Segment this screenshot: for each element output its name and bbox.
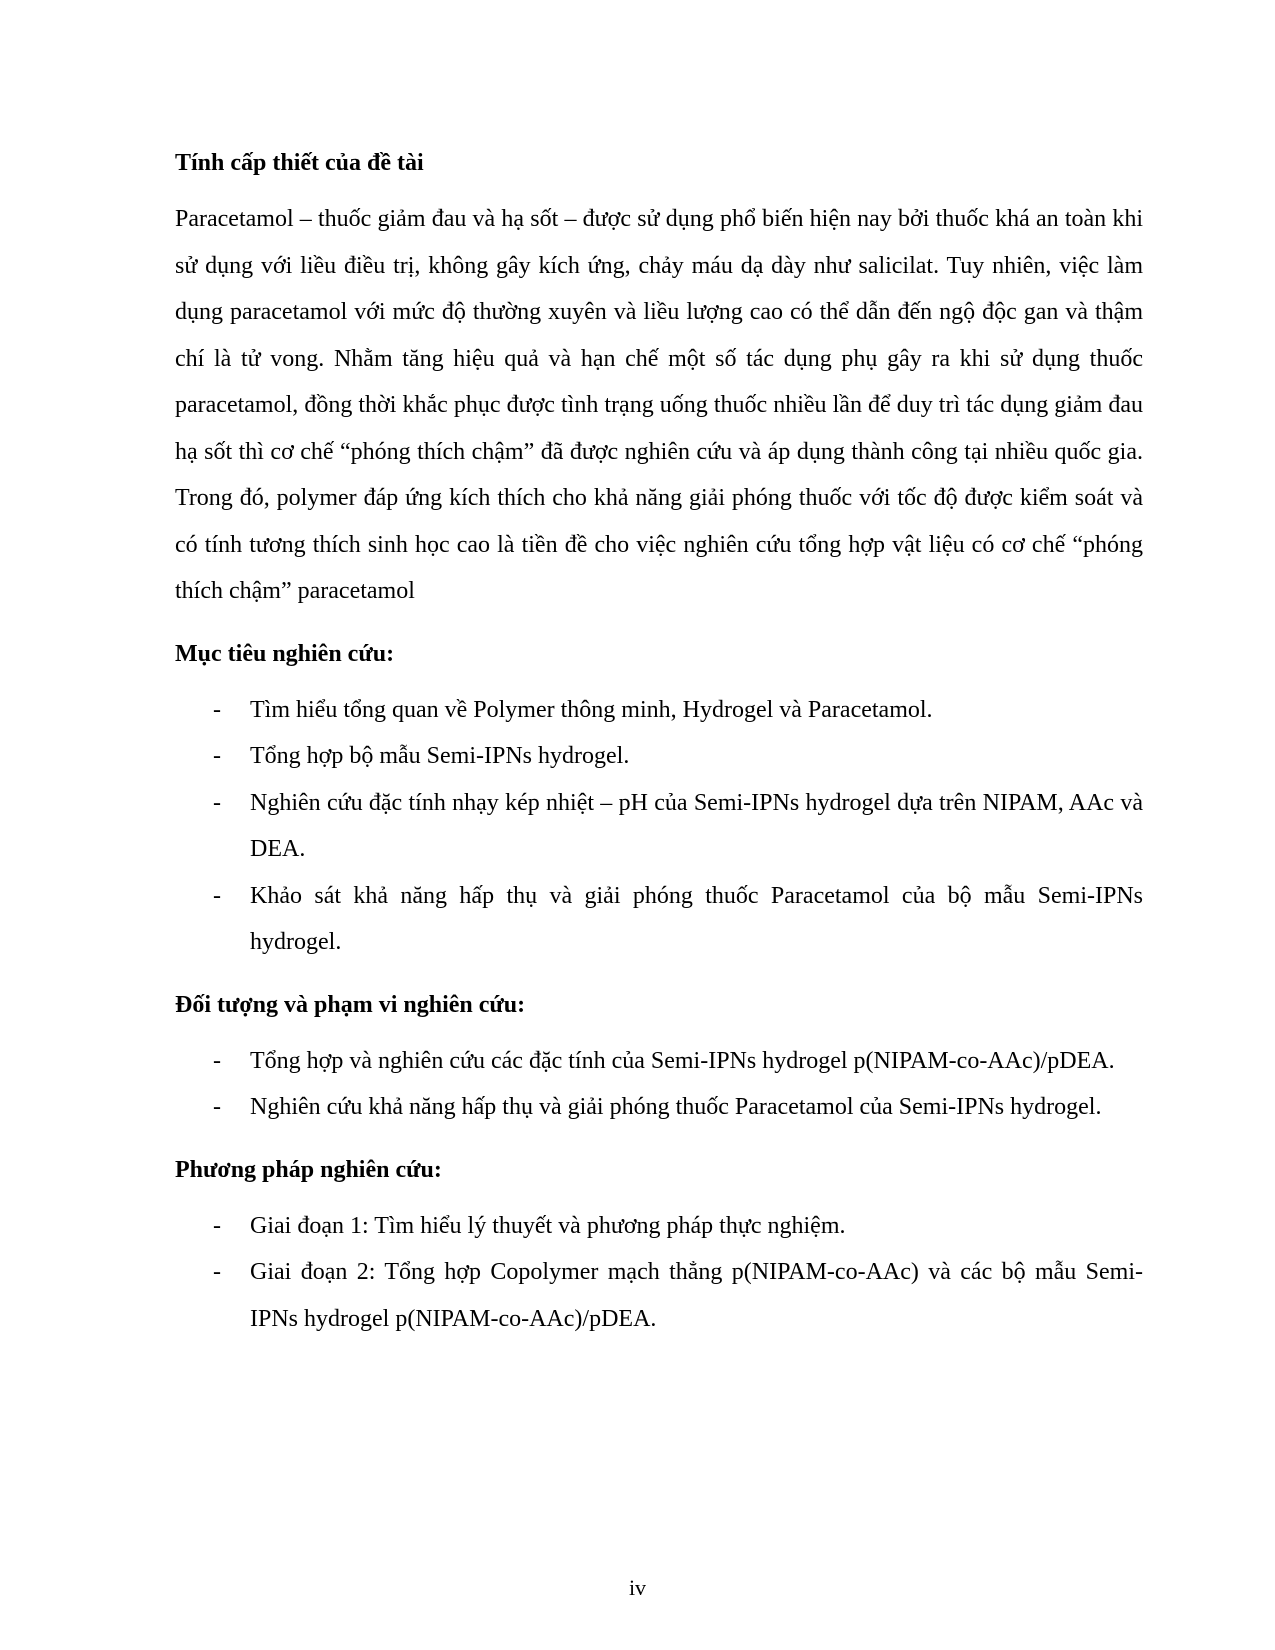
page-content — [175, 140, 1143, 1342]
section-scope — [175, 982, 1143, 1131]
objectives-list — [175, 687, 1143, 966]
section-heading-scope: Đối tượng và phạm vi nghiên cứu: — [175, 991, 526, 1018]
list-item-text: Khảo sát khả năng hấp thụ và giải phóng thuốc Paracetamol của bộ mẫu Semi-IPNs hydrogel. — [250, 882, 1143, 955]
list-item-text: Tổng hợp và nghiên cứu các đặc tính của Semi-IPNs hydrogel p(NIPAM-co-AAc)/pDEA. — [250, 1047, 1115, 1074]
list-item-text: Tổng hợp bộ mẫu Semi-IPNs hydrogel. — [250, 743, 630, 769]
list-item — [175, 1249, 1143, 1342]
list-item — [175, 873, 1143, 966]
section-objectives — [175, 631, 1143, 966]
list-item — [175, 1203, 1143, 1250]
list-item — [175, 780, 1143, 873]
methods-list — [175, 1203, 1143, 1343]
list-item — [175, 1084, 1143, 1131]
section-heading-objectives: Mục tiêu nghiên cứu: — [175, 640, 395, 667]
list-item-text: Giai đoạn 2: Tổng hợp Copolymer mạch thẳng p(NIPAM-co-AAc) và các bộ mẫu Semi-IPNs hydrogel p(NIPAM-co-AAc)/pDEA. — [250, 1259, 1143, 1332]
list-item — [175, 733, 1143, 780]
section-heading-methods: Phương pháp nghiên cứu: — [175, 1156, 442, 1183]
dash-bullet: - — [213, 1047, 221, 1074]
dash-bullet: - — [213, 1212, 221, 1239]
list-item-text: Nghiên cứu đặc tính nhạy kép nhiệt – pH của Semi-IPNs hydrogel dựa trên NIPAM, AAc và DEA. — [250, 789, 1143, 862]
dash-bullet: - — [213, 1094, 221, 1120]
list-item — [175, 1038, 1143, 1085]
section-urgency — [175, 140, 1143, 615]
list-item-text: Nghiên cứu khả năng hấp thụ và giải phóng thuốc Paracetamol của Semi-IPNs hydrogel. — [250, 1094, 1102, 1120]
list-item-text: Tìm hiểu tổng quan về Polymer thông minh, Hydrogel và Paracetamol. — [250, 696, 933, 723]
urgency-paragraph: Paracetamol – thuốc giảm đau và hạ sốt – được sử dụng phổ biến hiện nay bởi thuốc khá an toàn khi sử dụng với liều điều trị, không gây kích ứng, chảy máu dạ dày như salicilat. Tuy nhiên, việc làm dụng paracetamol với mức độ thường xuyên và liều lượng cao có thể dẫn đến ngộ độc gan và thậm chí là tử vong. Nhằm tăng hiệu quả và hạn chế một số tác dụng phụ gây ra khi sử dụng thuốc paracetamol, đồng thời khắc phục được tình trạng uống thuốc nhiều lần để duy trì tác dụng giảm đau hạ sốt thì cơ chế “phóng thích chậm” đã được nghiên cứu và áp dụng thành công tại nhiều quốc gia. Trong đó, polymer đáp ứng kích thích cho khả năng giải phóng thuốc với tốc độ được kiểm soát và có tính tương thích sinh học cao là tiền đề cho việc nghiên cứu tổng hợp vật liệu có cơ chế “phóng thích chậm” paracetamol — [175, 206, 1143, 604]
list-item-text: Giai đoạn 1: Tìm hiểu lý thuyết và phương pháp thực nghiệm. — [250, 1212, 846, 1239]
dash-bullet: - — [213, 743, 221, 769]
dash-bullet: - — [213, 1259, 221, 1285]
dash-bullet: - — [213, 696, 221, 723]
page-number: iv — [628, 1575, 647, 1600]
section-methods — [175, 1147, 1143, 1343]
dash-bullet: - — [213, 789, 221, 816]
list-item — [175, 687, 1143, 734]
scope-list — [175, 1038, 1143, 1131]
dash-bullet: - — [213, 882, 221, 909]
section-heading-urgency: Tính cấp thiết của đề tài — [175, 150, 424, 176]
